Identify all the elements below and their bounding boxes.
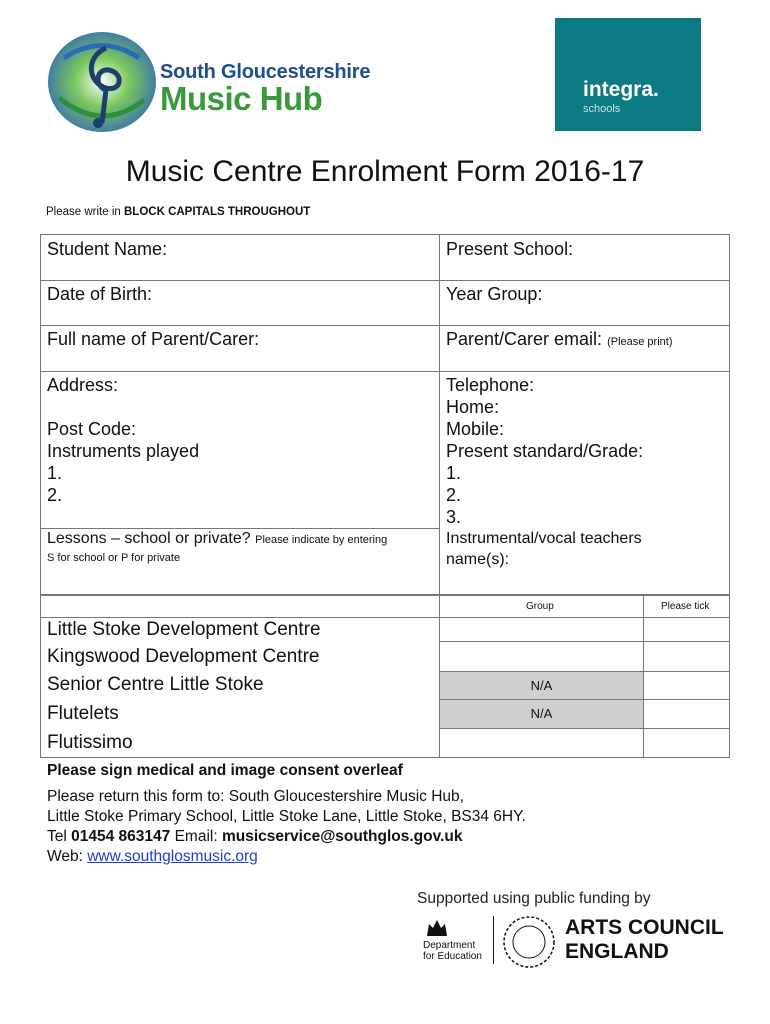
student-name-label[interactable]: Student Name: <box>47 239 168 259</box>
arts-council-text <box>565 916 724 964</box>
integra-logo <box>555 18 701 131</box>
email-label: Email: <box>170 828 222 845</box>
present-school-label[interactable]: Present School: <box>446 239 574 259</box>
integra-sub: schools <box>583 103 621 115</box>
grade-3[interactable]: 3. <box>446 507 462 527</box>
centre-row-little-stoke-dev: Little Stoke Development Centre <box>47 619 321 640</box>
integra-word: integra. <box>583 78 659 101</box>
parent-name-label[interactable]: Full name of Parent/Carer: <box>47 329 260 349</box>
dfe-line-1: Department <box>423 940 476 951</box>
lessons-text: Lessons – school or private? <box>47 530 251 547</box>
ac-line-1: ARTS COUNCIL <box>565 916 724 939</box>
form-title: Music Centre Enrolment Form 2016-17 <box>125 155 645 188</box>
standard-label: Present standard/Grade: <box>446 441 644 461</box>
web-label: Web: <box>47 848 88 865</box>
tick-box-flutissimo[interactable] <box>644 729 730 757</box>
lessons-note-2: S for school or P for private <box>47 552 181 564</box>
lessons-note-1: Please indicate by entering <box>255 534 388 546</box>
tick-box-flutelets[interactable] <box>644 700 730 728</box>
funding-logos <box>415 890 735 970</box>
ac-line-2: ENGLAND <box>565 940 669 963</box>
year-group-label[interactable]: Year Group: <box>446 284 543 304</box>
header-tick: Please tick <box>661 601 710 612</box>
instruction <box>46 206 310 218</box>
tick-box-kingswood-dev[interactable] <box>644 642 730 671</box>
funding-title: Supported using public funding by <box>417 890 651 907</box>
instruments-label: Instruments played <box>47 441 200 461</box>
centre-selection-table <box>40 595 730 758</box>
tel-label: Tel <box>47 828 72 845</box>
group-na-flutelets: N/A <box>530 706 553 721</box>
treble-clef-swirl-icon <box>44 28 159 136</box>
telephone-label: Telephone: <box>446 375 535 395</box>
email-address: musicservice@southglos.gov.uk <box>221 828 463 845</box>
arts-council-seal-icon <box>501 914 557 970</box>
parent-email-label[interactable] <box>446 328 673 353</box>
instruction-bold: BLOCK CAPITALS THROUGHOUT <box>123 206 311 218</box>
instruction-prefix: Please write in <box>46 206 124 218</box>
teachers-label-1[interactable]: Instrumental/vocal teachers <box>446 530 642 547</box>
website-link[interactable]: www.southglosmusic.org <box>87 848 258 865</box>
post-code-label[interactable]: Post Code: <box>47 419 137 439</box>
dfe-line-2: for Education <box>423 951 482 962</box>
tick-box-senior-centre[interactable] <box>644 672 730 699</box>
mobile-label[interactable]: Mobile: <box>446 419 505 439</box>
grade-2[interactable]: 2. <box>446 485 462 505</box>
dob-label[interactable]: Date of Birth: <box>47 284 153 304</box>
centre-row-flutissimo: Flutissimo <box>47 732 133 753</box>
tick-box-little-stoke-dev[interactable] <box>644 618 730 641</box>
hub-name-line2: Music Hub <box>160 80 323 117</box>
header-group: Group <box>526 601 554 612</box>
student-details-table <box>40 234 730 595</box>
parent-email-text: Parent/Carer email: <box>446 329 603 349</box>
parent-email-note: (Please print) <box>607 336 673 348</box>
group-na-senior: N/A <box>530 678 553 693</box>
teachers-label-2: name(s): <box>446 551 510 568</box>
music-hub-logo <box>44 28 404 138</box>
contact-line <box>47 828 462 846</box>
web-line <box>47 848 258 866</box>
address-label[interactable]: Address: <box>47 375 119 395</box>
crest-icon <box>425 918 449 938</box>
centre-row-flutelets: Flutelets <box>47 703 119 724</box>
instrument-1[interactable]: 1. <box>47 463 63 483</box>
home-phone-label[interactable]: Home: <box>446 397 500 417</box>
centre-row-kingswood-dev: Kingswood Development Centre <box>47 646 320 667</box>
consent-note: Please sign medical and image consent overleaf <box>47 762 403 779</box>
dfe-logo <box>419 918 487 966</box>
return-line-2: Little Stoke Primary School, Little Stoke Lane, Little Stoke, BS34 6HY. <box>47 808 526 825</box>
hub-name-line1: South Gloucestershire <box>160 61 371 83</box>
return-line-1: Please return this form to: South Gloucestershire Music Hub, <box>47 788 464 805</box>
grade-1[interactable]: 1. <box>446 463 462 483</box>
instrument-2[interactable]: 2. <box>47 485 63 505</box>
centre-row-senior-centre: Senior Centre Little Stoke <box>47 674 264 695</box>
tel-number: 01454 863147 <box>71 828 171 845</box>
